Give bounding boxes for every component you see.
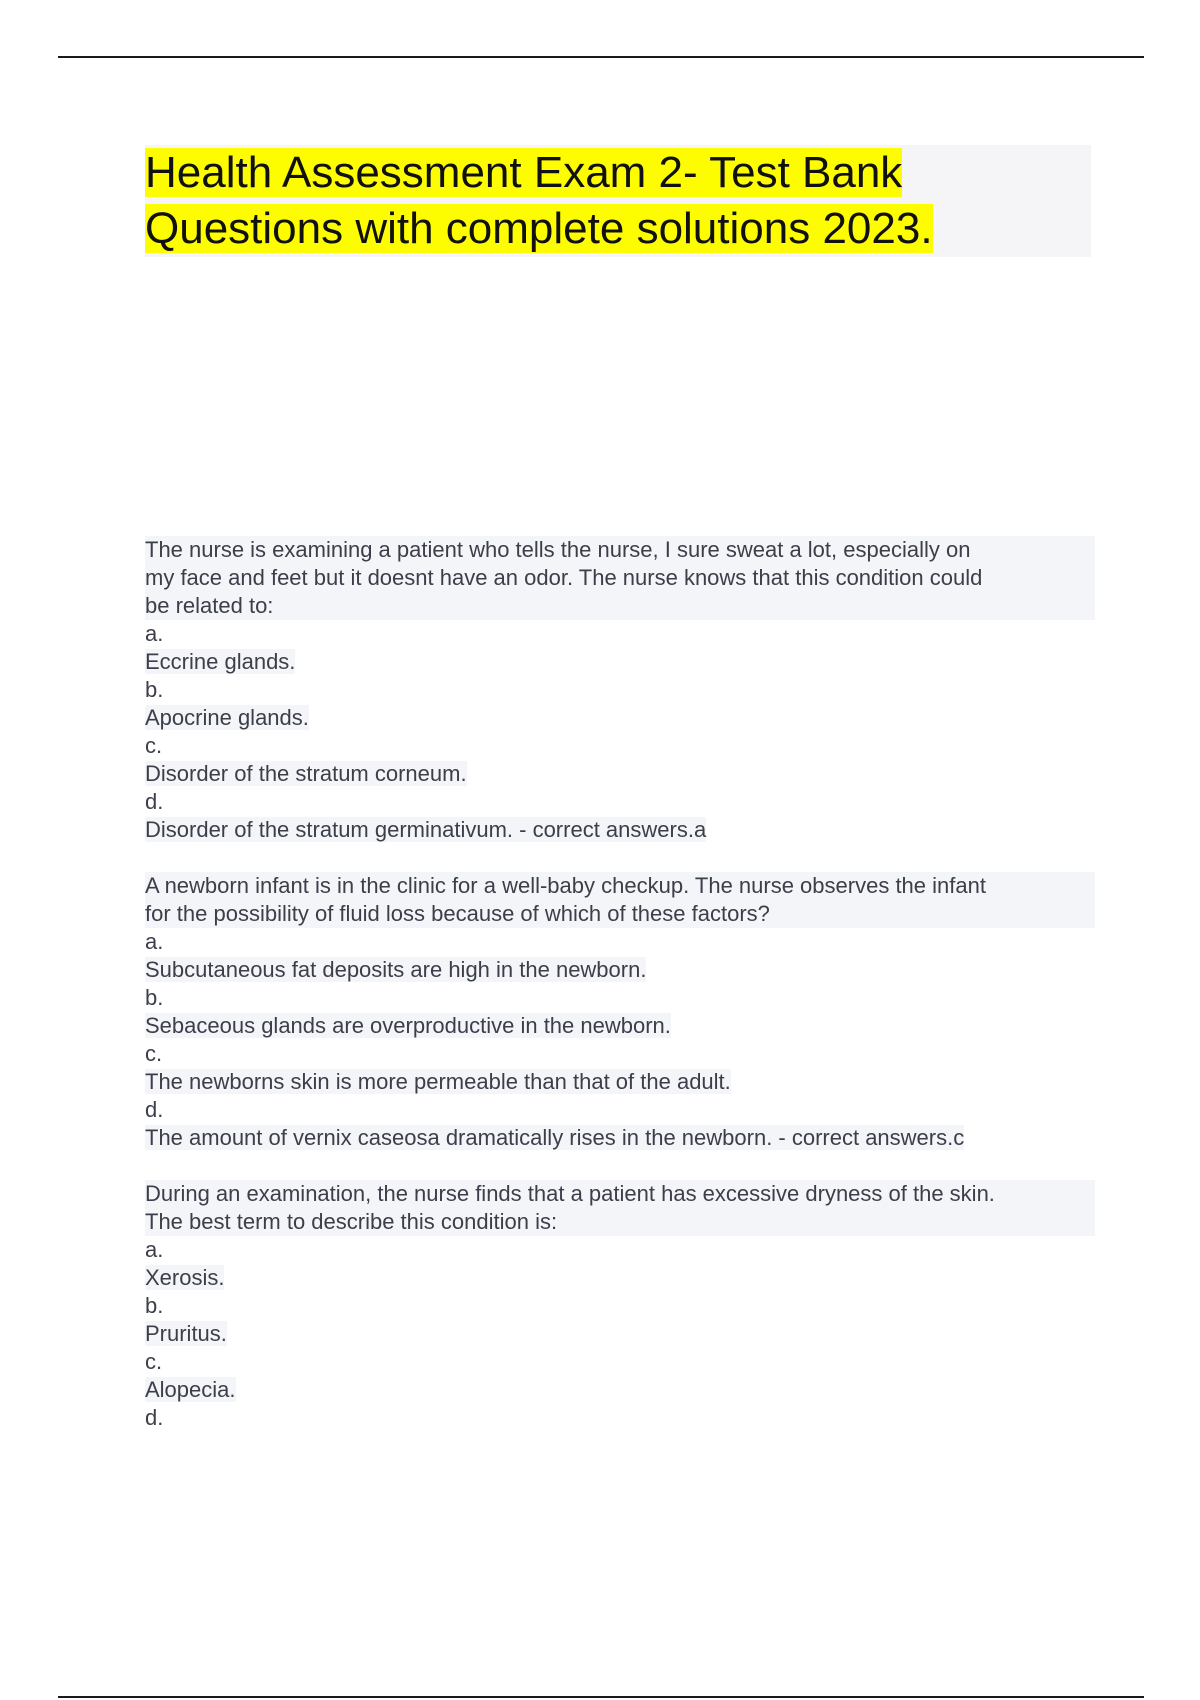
option-text-label: Pruritus.	[145, 1321, 227, 1346]
option-text	[145, 760, 1095, 788]
stem-line: my face and feet but it doesnt have an odor. The nurse knows that this condition could	[145, 565, 983, 590]
document-title	[145, 145, 1091, 257]
option-text-label: Eccrine glands.	[145, 649, 296, 674]
option-letter: a.	[145, 621, 164, 646]
question-1	[145, 536, 1095, 844]
option-letter: b.	[145, 985, 164, 1010]
option-text	[145, 1320, 1095, 1348]
option-letter: d.	[145, 789, 164, 814]
option-letter: c.	[145, 1349, 163, 1374]
question-stem	[145, 872, 1095, 928]
option-text-label: Subcutaneous fat deposits are high in the newborn.	[145, 957, 647, 982]
stem-line: The best term to describe this condition is:	[145, 1209, 558, 1234]
option-text	[145, 1264, 1095, 1292]
option-letter: b.	[145, 1293, 164, 1318]
option-text-label: The newborns skin is more permeable than that of the adult.	[145, 1069, 731, 1094]
stem-line: be related to:	[145, 593, 274, 618]
top-rule	[58, 56, 1144, 58]
question-stem	[145, 1180, 1095, 1236]
option-letter: c.	[145, 1041, 163, 1066]
option-text	[145, 956, 1095, 984]
option-text	[145, 704, 1095, 732]
stem-line: for the possibility of fluid loss because of which of these factors?	[145, 901, 770, 926]
title-line-1: Health Assessment Exam 2- Test Bank	[145, 148, 903, 197]
question-3	[145, 1180, 1095, 1432]
option-letter: d.	[145, 1097, 164, 1122]
option-text	[145, 1376, 1095, 1404]
option-letter: c.	[145, 733, 163, 758]
option-text-label: Disorder of the stratum corneum.	[145, 761, 467, 786]
bottom-rule	[58, 1696, 1144, 1698]
option-letter: a.	[145, 929, 164, 954]
question-list	[145, 536, 1095, 1460]
option-text	[145, 648, 1095, 676]
option-text	[145, 1012, 1095, 1040]
option-letter: a.	[145, 1237, 164, 1262]
option-letter: b.	[145, 677, 164, 702]
option-text	[145, 1068, 1095, 1096]
option-text	[145, 816, 1095, 844]
stem-line: The nurse is examining a patient who tells the nurse, I sure sweat a lot, especially on	[145, 537, 971, 562]
stem-line: During an examination, the nurse finds that a patient has excessive dryness of the skin.	[145, 1181, 995, 1206]
option-text-label: Disorder of the stratum germinativum. - correct answers.a	[145, 817, 707, 842]
title-line-2: Questions with complete solutions 2023.	[145, 204, 933, 253]
option-text-label: Apocrine glands.	[145, 705, 309, 730]
option-text-label: Sebaceous glands are overproductive in the newborn.	[145, 1013, 671, 1038]
option-text-label: Alopecia.	[145, 1377, 236, 1402]
option-letter: d.	[145, 1405, 164, 1430]
option-text-label: The amount of vernix caseosa dramatically rises in the newborn. - correct answers.c	[145, 1125, 965, 1150]
title-block	[145, 145, 1091, 257]
question-stem	[145, 536, 1095, 620]
option-text-label: Xerosis.	[145, 1265, 225, 1290]
option-text	[145, 1124, 1095, 1152]
question-2	[145, 872, 1095, 1152]
stem-line: A newborn infant is in the clinic for a well-baby checkup. The nurse observes the infant	[145, 873, 986, 898]
